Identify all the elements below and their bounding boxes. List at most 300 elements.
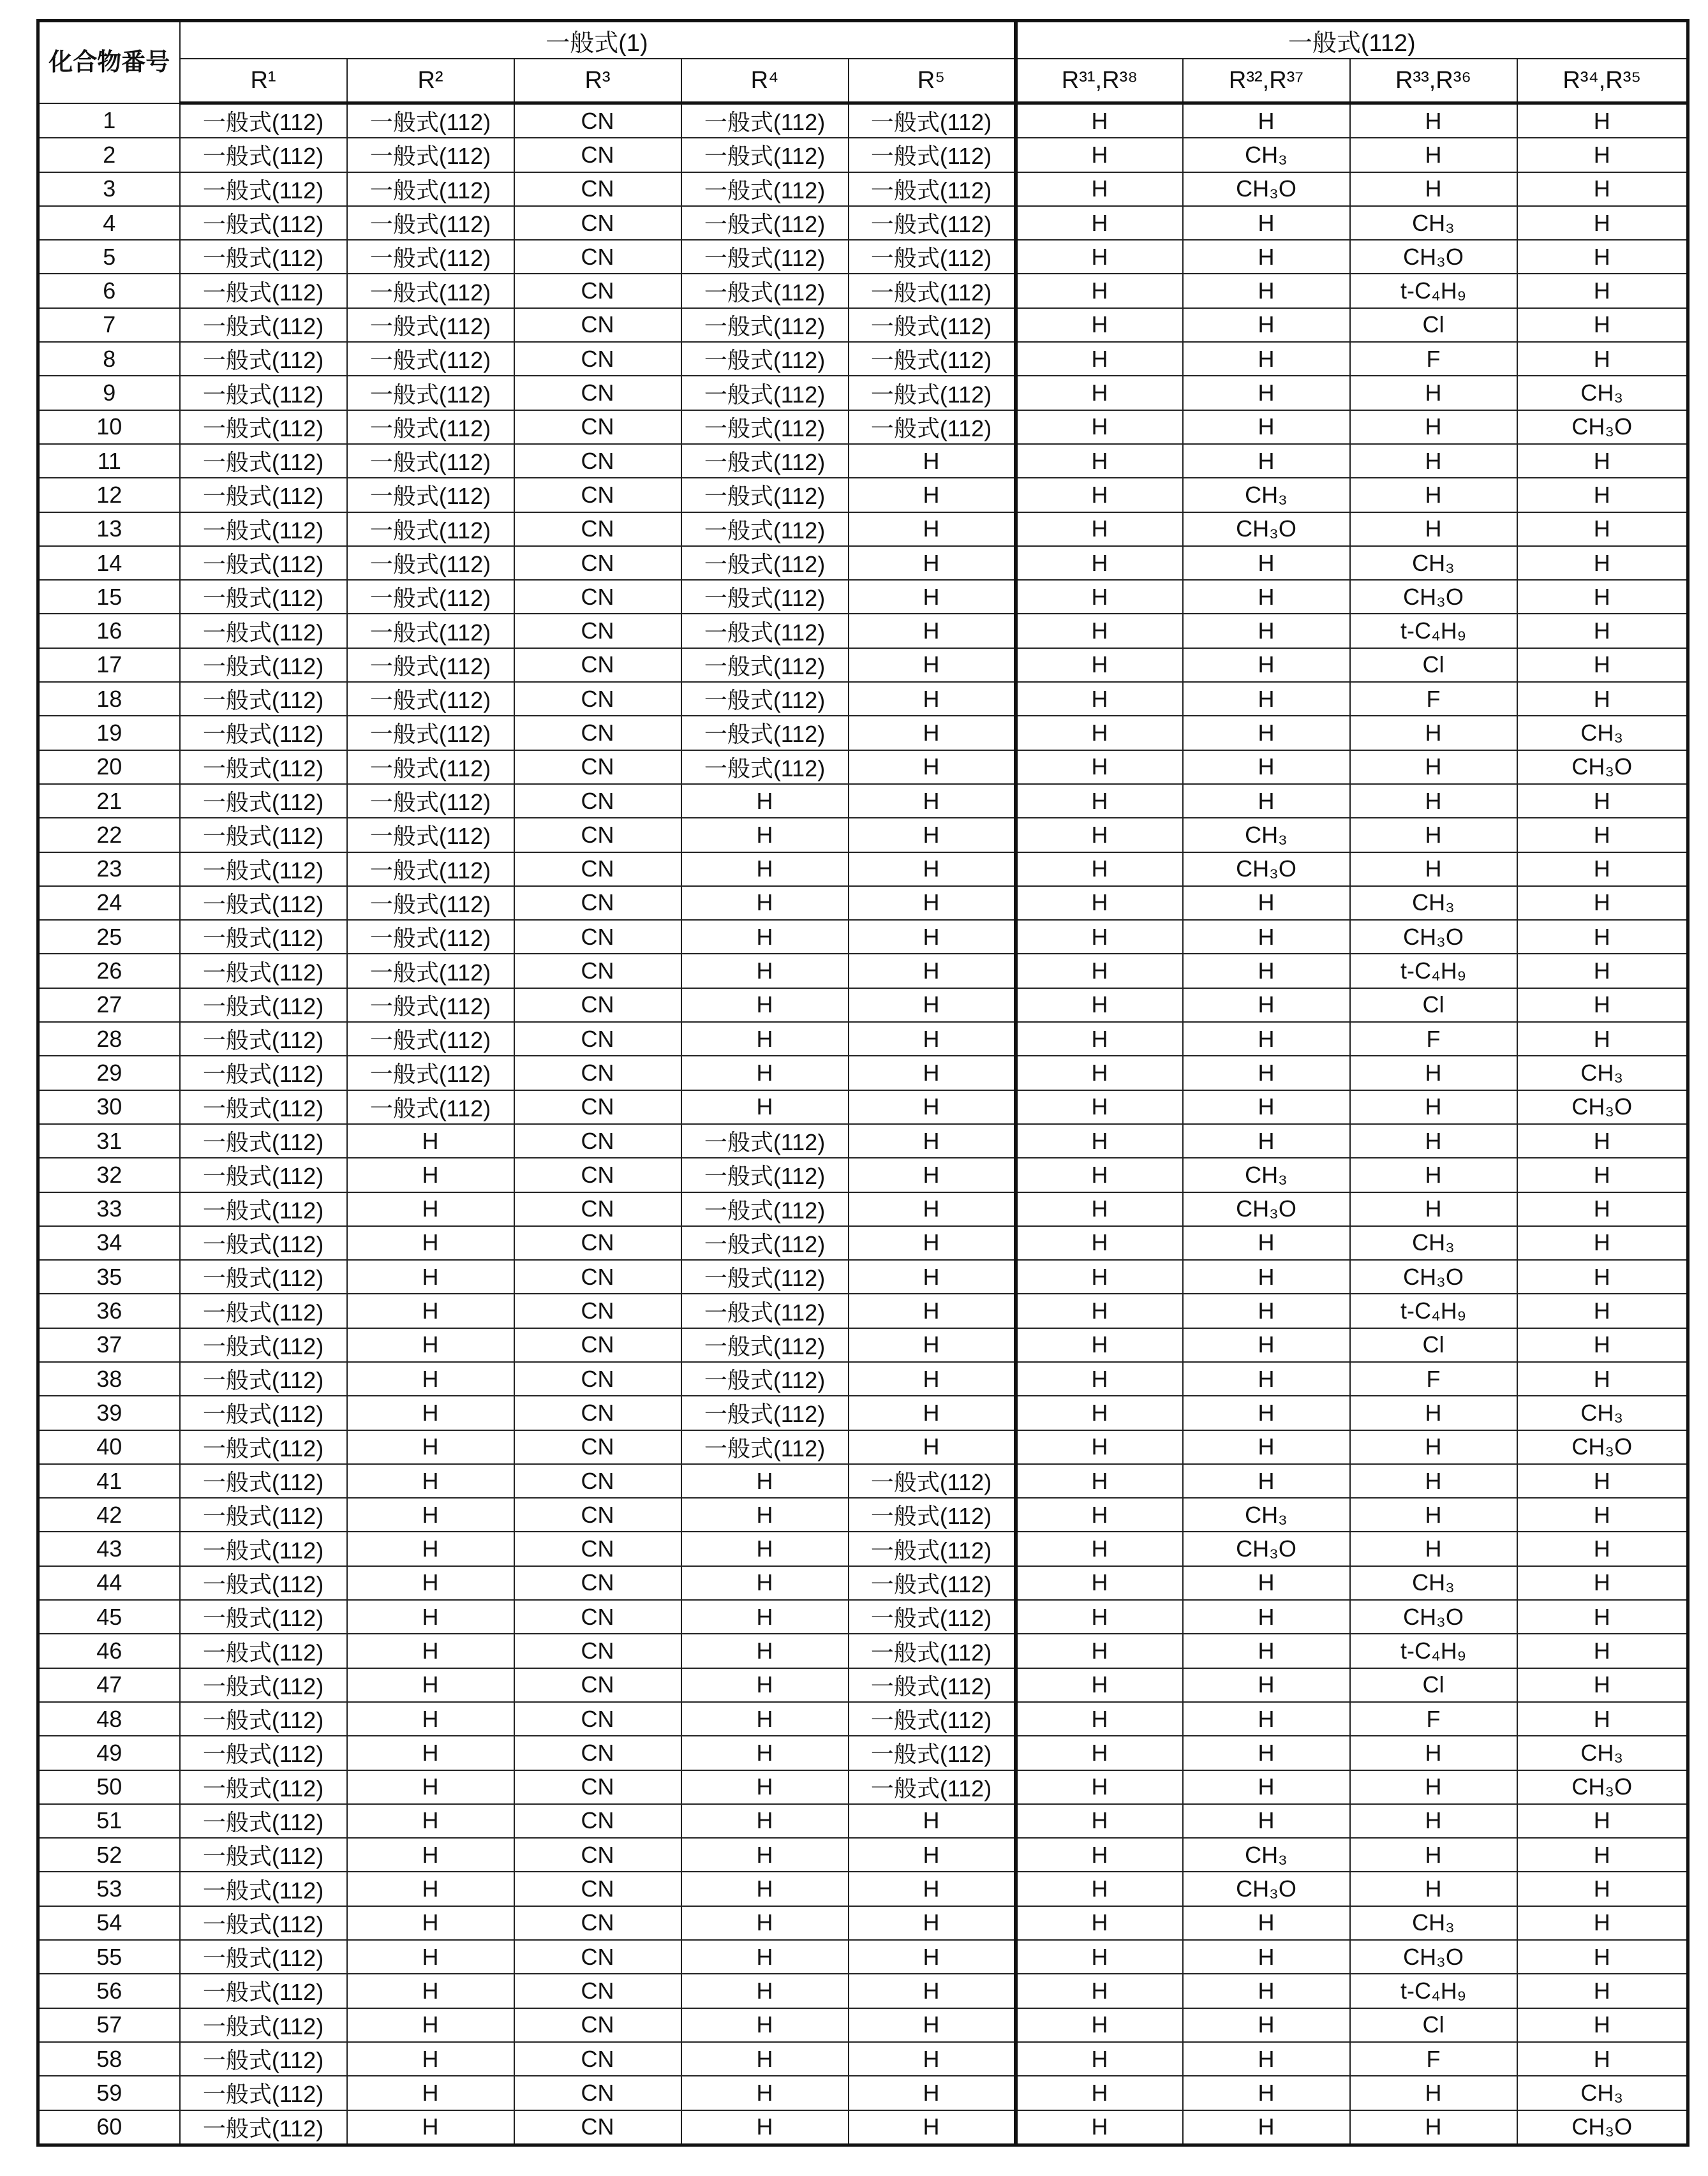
substituent-cell: CH₃: [1350, 1566, 1517, 1600]
formula-112-group-header: 一般式(112): [1016, 21, 1688, 59]
substituent-cell: 一般式(112): [681, 1328, 849, 1362]
substituent-cell: t-C₄H₉: [1350, 1294, 1517, 1328]
substituent-cell: H: [1517, 920, 1688, 954]
substituent-cell: 一般式(112): [180, 818, 347, 852]
substituent-cell: CN: [514, 2110, 681, 2145]
substituent-cell: 一般式(112): [180, 1532, 347, 1565]
substituent-cell: H: [347, 1226, 514, 1260]
substituent-cell: H: [849, 1838, 1016, 1872]
substituent-cell: 一般式(112): [849, 206, 1016, 240]
table-row: [38, 1124, 1688, 1158]
substituent-cell: H: [849, 1396, 1016, 1430]
compound-number-cell: 14: [38, 546, 180, 580]
table-row: [38, 1974, 1688, 2008]
substituent-cell: H: [681, 1566, 849, 1600]
substituent-cell: H: [1016, 580, 1183, 614]
substituent-cell: CN: [514, 1770, 681, 1804]
substituent-cell: H: [1016, 444, 1183, 478]
substituent-cell: H: [1517, 886, 1688, 920]
substituent-cell: 一般式(112): [180, 1260, 347, 1294]
compound-number-cell: 7: [38, 308, 180, 342]
substituent-cell: 一般式(112): [180, 138, 347, 172]
substituent-cell: H: [681, 920, 849, 954]
table-row: [38, 648, 1688, 682]
table-row: [38, 1804, 1688, 1838]
compound-number-cell: 52: [38, 1838, 180, 1872]
substituent-cell: H: [681, 2008, 849, 2042]
substituent-cell: CH₃O: [1350, 920, 1517, 954]
substituent-cell: CN: [514, 172, 681, 206]
substituent-cell: 一般式(112): [849, 1770, 1016, 1804]
substituent-cell: CH₃O: [1183, 1872, 1350, 1906]
table-row: [38, 750, 1688, 784]
substituent-cell: H: [681, 784, 849, 818]
table-row: [38, 1668, 1688, 1702]
substituent-cell: H: [849, 1362, 1016, 1396]
substituent-cell: 一般式(112): [180, 1872, 347, 1906]
substituent-cell: H: [1350, 784, 1517, 818]
substituent-cell: 一般式(112): [347, 308, 514, 342]
table-row: [38, 1328, 1688, 1362]
substituent-cell: H: [1517, 784, 1688, 818]
substituent-cell: H: [1016, 682, 1183, 716]
substituent-cell: 一般式(112): [180, 546, 347, 580]
substituent-cell: H: [1517, 2042, 1688, 2076]
substituent-cell: CH₃: [1517, 1396, 1688, 1430]
substituent-cell: H: [1016, 614, 1183, 648]
substituent-cell: 一般式(112): [347, 988, 514, 1022]
substituent-cell: t-C₄H₉: [1350, 954, 1517, 988]
substituent-cell: CH₃O: [1517, 2110, 1688, 2145]
compound-number-cell: 54: [38, 1906, 180, 1940]
substituent-cell: H: [1183, 1362, 1350, 1396]
substituent-cell: 一般式(112): [347, 376, 514, 410]
table-row: [38, 614, 1688, 648]
substituent-cell: H: [1016, 1770, 1183, 1804]
substituent-cell: 一般式(112): [180, 512, 347, 546]
compound-number-cell: 47: [38, 1668, 180, 1702]
substituent-cell: H: [1517, 682, 1688, 716]
substituent-cell: 一般式(112): [681, 410, 849, 444]
substituent-cell: H: [1350, 172, 1517, 206]
substituent-cell: H: [849, 784, 1016, 818]
substituent-cell: H: [849, 1940, 1016, 1974]
compound-number-cell: 60: [38, 2110, 180, 2145]
substituent-cell: H: [1517, 206, 1688, 240]
substituent-cell: CH₃O: [1517, 750, 1688, 784]
substituent-cell: H: [1016, 206, 1183, 240]
substituent-cell: CN: [514, 1328, 681, 1362]
substituent-cell: H: [1517, 2008, 1688, 2042]
table-row: [38, 138, 1688, 172]
substituent-cell: H: [1350, 1804, 1517, 1838]
substituent-cell: 一般式(112): [180, 1022, 347, 1056]
substituent-cell: 一般式(112): [849, 138, 1016, 172]
substituent-cell: CN: [514, 920, 681, 954]
substituent-cell: H: [849, 716, 1016, 750]
substituent-cell: H: [1016, 1838, 1183, 1872]
substituent-cell: 一般式(112): [347, 240, 514, 274]
table-row: [38, 1736, 1688, 1770]
substituent-cell: CN: [514, 240, 681, 274]
substituent-cell: H: [1183, 750, 1350, 784]
substituent-cell: Cl: [1350, 1328, 1517, 1362]
substituent-cell: 一般式(112): [347, 648, 514, 682]
substituent-cell: 一般式(112): [180, 1736, 347, 1770]
substituent-cell: H: [1183, 2076, 1350, 2110]
substituent-cell: 一般式(112): [180, 240, 347, 274]
substituent-cell: H: [1016, 1226, 1183, 1260]
substituent-cell: 一般式(112): [180, 784, 347, 818]
substituent-cell: H: [1517, 1022, 1688, 1056]
column-header: R¹: [180, 59, 347, 103]
substituent-cell: 一般式(112): [180, 1498, 347, 1532]
table-row: [38, 920, 1688, 954]
substituent-cell: H: [1183, 1056, 1350, 1090]
substituent-cell: H: [1517, 852, 1688, 886]
substituent-cell: H: [347, 2042, 514, 2076]
substituent-cell: H: [1350, 1158, 1517, 1192]
table-row: [38, 546, 1688, 580]
substituent-cell: H: [681, 1872, 849, 1906]
substituent-cell: H: [1016, 1906, 1183, 1940]
table-row: [38, 410, 1688, 444]
substituent-cell: H: [1016, 2042, 1183, 2076]
compound-number-cell: 25: [38, 920, 180, 954]
substituent-cell: H: [1517, 988, 1688, 1022]
substituent-cell: H: [347, 1192, 514, 1226]
substituent-cell: CN: [514, 716, 681, 750]
substituent-cell: H: [1517, 1532, 1688, 1565]
table-row: [38, 818, 1688, 852]
substituent-cell: 一般式(112): [849, 1566, 1016, 1600]
compound-number-cell: 20: [38, 750, 180, 784]
substituent-cell: 一般式(112): [849, 1634, 1016, 1668]
table-row: [38, 1702, 1688, 1736]
substituent-cell: H: [1350, 103, 1517, 138]
substituent-cell: 一般式(112): [347, 1022, 514, 1056]
substituent-cell: 一般式(112): [681, 512, 849, 546]
substituent-cell: H: [1016, 1090, 1183, 1124]
substituent-cell: CN: [514, 648, 681, 682]
substituent-cell: CH₃: [1517, 1056, 1688, 1090]
substituent-cell: H: [1517, 1940, 1688, 1974]
substituent-cell: CH₃O: [1350, 1600, 1517, 1634]
substituent-cell: H: [1350, 512, 1517, 546]
substituent-cell: 一般式(112): [180, 648, 347, 682]
substituent-cell: 一般式(112): [347, 444, 514, 478]
substituent-cell: CH₃O: [1183, 172, 1350, 206]
table-row: [38, 2008, 1688, 2042]
substituent-cell: 一般式(112): [681, 1430, 849, 1464]
substituent-cell: H: [1517, 512, 1688, 546]
substituent-cell: H: [681, 1634, 849, 1668]
substituent-cell: 一般式(112): [681, 1396, 849, 1430]
substituent-cell: t-C₄H₉: [1350, 614, 1517, 648]
substituent-cell: H: [347, 1532, 514, 1565]
substituent-cell: 一般式(112): [180, 1600, 347, 1634]
substituent-cell: H: [849, 478, 1016, 512]
table-row: [38, 1396, 1688, 1430]
substituent-cell: Cl: [1350, 988, 1517, 1022]
substituent-cell: H: [1517, 546, 1688, 580]
substituent-cell: 一般式(112): [849, 240, 1016, 274]
substituent-cell: 一般式(112): [681, 716, 849, 750]
compound-number-header: 化合物番号: [38, 21, 180, 103]
substituent-cell: CN: [514, 1736, 681, 1770]
substituent-cell: H: [1517, 1464, 1688, 1498]
substituent-cell: H: [1016, 1158, 1183, 1192]
substituent-cell: 一般式(112): [347, 750, 514, 784]
substituent-cell: H: [681, 1464, 849, 1498]
substituent-cell: 一般式(112): [180, 954, 347, 988]
substituent-cell: H: [849, 2008, 1016, 2042]
substituent-cell: 一般式(112): [681, 274, 849, 307]
substituent-cell: H: [849, 1294, 1016, 1328]
substituent-cell: 一般式(112): [849, 103, 1016, 138]
substituent-cell: H: [1183, 1464, 1350, 1498]
compound-number-cell: 15: [38, 580, 180, 614]
substituent-cell: H: [1016, 172, 1183, 206]
compound-number-cell: 13: [38, 512, 180, 546]
substituent-cell: H: [849, 886, 1016, 920]
substituent-cell: 一般式(112): [180, 886, 347, 920]
compound-number-cell: 2: [38, 138, 180, 172]
substituent-cell: H: [1183, 988, 1350, 1022]
substituent-cell: CN: [514, 1294, 681, 1328]
substituent-cell: H: [1016, 784, 1183, 818]
substituent-cell: H: [1517, 1294, 1688, 1328]
substituent-cell: H: [1350, 1872, 1517, 1906]
substituent-cell: H: [849, 648, 1016, 682]
substituent-cell: H: [849, 1430, 1016, 1464]
compound-number-cell: 55: [38, 1940, 180, 1974]
substituent-cell: H: [1350, 1736, 1517, 1770]
compound-number-cell: 28: [38, 1022, 180, 1056]
substituent-cell: H: [681, 1532, 849, 1565]
substituent-cell: 一般式(112): [180, 410, 347, 444]
substituent-cell: 一般式(112): [849, 410, 1016, 444]
compound-number-cell: 27: [38, 988, 180, 1022]
compound-number-cell: 36: [38, 1294, 180, 1328]
compound-table: [36, 19, 1689, 2147]
substituent-cell: 一般式(112): [347, 478, 514, 512]
substituent-cell: 一般式(112): [681, 546, 849, 580]
substituent-cell: 一般式(112): [180, 1396, 347, 1430]
substituent-cell: H: [1517, 1124, 1688, 1158]
substituent-cell: H: [1016, 308, 1183, 342]
substituent-cell: H: [347, 1838, 514, 1872]
substituent-cell: CN: [514, 546, 681, 580]
substituent-cell: H: [681, 1090, 849, 1124]
substituent-cell: H: [1350, 1532, 1517, 1565]
substituent-cell: CN: [514, 1974, 681, 2008]
substituent-cell: H: [849, 954, 1016, 988]
substituent-cell: H: [681, 1838, 849, 1872]
substituent-cell: 一般式(112): [681, 206, 849, 240]
substituent-cell: H: [849, 818, 1016, 852]
substituent-cell: H: [1016, 1668, 1183, 1702]
compound-number-cell: 48: [38, 1702, 180, 1736]
substituent-cell: H: [1517, 342, 1688, 376]
substituent-cell: Cl: [1350, 308, 1517, 342]
table-row: [38, 376, 1688, 410]
substituent-cell: H: [1183, 1702, 1350, 1736]
substituent-cell: H: [1016, 886, 1183, 920]
substituent-cell: H: [347, 1498, 514, 1532]
substituent-cell: H: [347, 1668, 514, 1702]
substituent-cell: 一般式(112): [347, 580, 514, 614]
substituent-cell: H: [347, 1260, 514, 1294]
compound-number-cell: 11: [38, 444, 180, 478]
substituent-cell: CN: [514, 682, 681, 716]
substituent-cell: 一般式(112): [681, 580, 849, 614]
table-row: [38, 1940, 1688, 1974]
substituent-cell: 一般式(112): [180, 988, 347, 1022]
substituent-cell: H: [1183, 920, 1350, 954]
compound-number-cell: 29: [38, 1056, 180, 1090]
substituent-cell: CN: [514, 818, 681, 852]
substituent-cell: 一般式(112): [681, 138, 849, 172]
substituent-cell: CH₃: [1183, 1158, 1350, 1192]
substituent-cell: H: [1183, 1226, 1350, 1260]
substituent-cell: H: [1183, 1260, 1350, 1294]
substituent-cell: H: [849, 1124, 1016, 1158]
substituent-cell: H: [1016, 1056, 1183, 1090]
substituent-cell: H: [1016, 342, 1183, 376]
substituent-cell: H: [1183, 240, 1350, 274]
table-row: [38, 1090, 1688, 1124]
substituent-cell: CH₃: [1183, 478, 1350, 512]
substituent-cell: CN: [514, 342, 681, 376]
substituent-cell: H: [1183, 1294, 1350, 1328]
table-row: [38, 784, 1688, 818]
substituent-cell: H: [1183, 1634, 1350, 1668]
substituent-cell: H: [849, 2110, 1016, 2145]
substituent-cell: CH₃: [1183, 818, 1350, 852]
table-row: [38, 1634, 1688, 1668]
substituent-cell: CH₃O: [1517, 1770, 1688, 1804]
substituent-cell: H: [1183, 716, 1350, 750]
substituent-cell: H: [347, 1940, 514, 1974]
substituent-cell: CH₃: [1350, 206, 1517, 240]
compound-number-cell: 4: [38, 206, 180, 240]
compound-number-cell: 53: [38, 1872, 180, 1906]
substituent-cell: CH₃: [1350, 1226, 1517, 1260]
substituent-cell: H: [1517, 1634, 1688, 1668]
substituent-cell: CN: [514, 444, 681, 478]
column-header: R⁴: [681, 59, 849, 103]
substituent-cell: 一般式(112): [849, 172, 1016, 206]
substituent-cell: H: [681, 1974, 849, 2008]
substituent-cell: H: [849, 1192, 1016, 1226]
substituent-cell: H: [347, 2110, 514, 2145]
substituent-cell: H: [1183, 376, 1350, 410]
substituent-cell: CN: [514, 1464, 681, 1498]
substituent-cell: H: [1183, 886, 1350, 920]
substituent-cell: CN: [514, 103, 681, 138]
substituent-cell: H: [1350, 1498, 1517, 1532]
substituent-cell: H: [1517, 103, 1688, 138]
substituent-cell: F: [1350, 2042, 1517, 2076]
substituent-cell: H: [1183, 1804, 1350, 1838]
substituent-cell: H: [1183, 1600, 1350, 1634]
substituent-cell: H: [1016, 274, 1183, 307]
substituent-cell: H: [1183, 1124, 1350, 1158]
table-row: [38, 1226, 1688, 1260]
substituent-cell: H: [1016, 852, 1183, 886]
substituent-cell: H: [1350, 444, 1517, 478]
substituent-cell: H: [1183, 206, 1350, 240]
substituent-cell: 一般式(112): [180, 580, 347, 614]
substituent-cell: 一般式(112): [681, 750, 849, 784]
compound-number-cell: 34: [38, 1226, 180, 1260]
formula-1-group-header: 一般式(1): [180, 21, 1016, 59]
substituent-cell: CN: [514, 1260, 681, 1294]
substituent-cell: CN: [514, 274, 681, 307]
substituent-cell: H: [1016, 1872, 1183, 1906]
substituent-cell: H: [1350, 1838, 1517, 1872]
column-header: R²: [347, 59, 514, 103]
substituent-cell: H: [1016, 1464, 1183, 1498]
compound-number-cell: 18: [38, 682, 180, 716]
substituent-cell: H: [1016, 1804, 1183, 1838]
substituent-cell: H: [1016, 1124, 1183, 1158]
substituent-cell: 一般式(112): [347, 138, 514, 172]
table-row: [38, 1022, 1688, 1056]
substituent-cell: CH₃O: [1183, 1192, 1350, 1226]
column-header: R³⁴,R³⁵: [1517, 59, 1688, 103]
substituent-cell: H: [849, 2042, 1016, 2076]
compound-number-cell: 40: [38, 1430, 180, 1464]
substituent-cell: CN: [514, 1804, 681, 1838]
substituent-cell: 一般式(112): [347, 954, 514, 988]
compound-number-cell: 43: [38, 1532, 180, 1565]
substituent-cell: 一般式(112): [681, 614, 849, 648]
substituent-cell: H: [1350, 410, 1517, 444]
substituent-cell: H: [849, 1158, 1016, 1192]
substituent-cell: CN: [514, 1396, 681, 1430]
substituent-cell: H: [347, 1702, 514, 1736]
substituent-cell: H: [347, 1158, 514, 1192]
substituent-cell: CN: [514, 1498, 681, 1532]
compound-number-cell: 6: [38, 274, 180, 307]
substituent-cell: H: [1350, 1056, 1517, 1090]
substituent-cell: 一般式(112): [849, 1600, 1016, 1634]
substituent-cell: 一般式(112): [347, 274, 514, 307]
substituent-cell: 一般式(112): [347, 818, 514, 852]
substituent-cell: 一般式(112): [681, 1362, 849, 1396]
substituent-cell: F: [1350, 1702, 1517, 1736]
substituent-cell: t-C₄H₉: [1350, 274, 1517, 307]
substituent-cell: CH₃O: [1350, 240, 1517, 274]
substituent-cell: CH₃O: [1183, 852, 1350, 886]
compound-number-cell: 56: [38, 1974, 180, 2008]
substituent-cell: 一般式(112): [180, 444, 347, 478]
substituent-cell: 一般式(112): [681, 376, 849, 410]
substituent-cell: H: [681, 1022, 849, 1056]
substituent-cell: CN: [514, 988, 681, 1022]
substituent-cell: H: [1016, 920, 1183, 954]
substituent-cell: 一般式(112): [681, 1294, 849, 1328]
substituent-cell: 一般式(112): [180, 1906, 347, 1940]
substituent-cell: t-C₄H₉: [1350, 1974, 1517, 2008]
substituent-cell: H: [1183, 274, 1350, 307]
substituent-cell: H: [1183, 614, 1350, 648]
substituent-cell: 一般式(112): [180, 478, 347, 512]
substituent-cell: H: [849, 2076, 1016, 2110]
substituent-cell: 一般式(112): [180, 716, 347, 750]
